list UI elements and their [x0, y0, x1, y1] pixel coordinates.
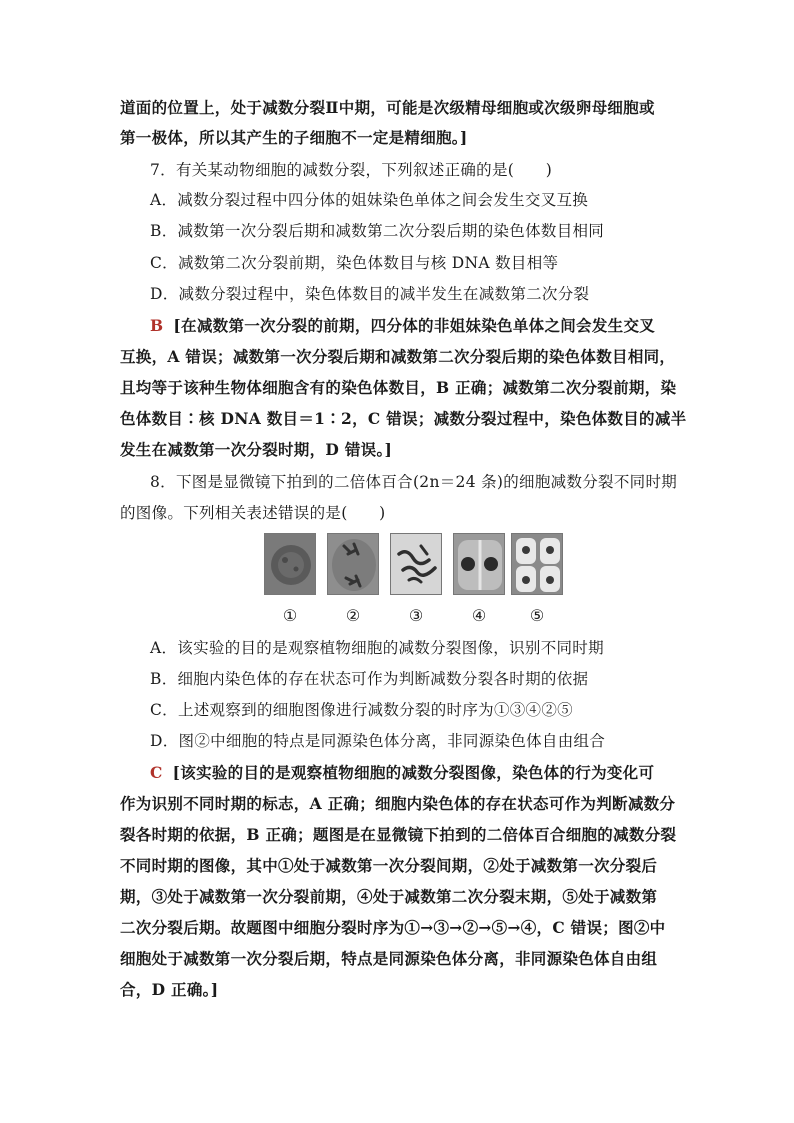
micrograph-image-5 [511, 533, 563, 595]
answer-8-line: 合，D 正确。] [120, 980, 219, 999]
answer-8-letter: C [150, 763, 163, 782]
figure-label-4: ④ [471, 606, 487, 625]
answer-8-line: 不同时期的图像，其中①处于减数第一次分裂间期，②处于减数第一次分裂后 [120, 856, 658, 875]
question-7-option-d: D．减数分裂过程中，染色体数目的减半发生在减数第二次分裂 [150, 285, 590, 303]
text-line: 第一极体，所以其产生的子细胞不一定是精细胞。] [120, 128, 468, 147]
answer-8-line: 细胞处于减数第一次分裂后期，特点是同源染色体分离，非同源染色体自由组 [120, 949, 658, 968]
text-line: 道面的位置上，处于减数分裂Ⅱ中期，可能是次级精母细胞或次级卵母细胞或 [120, 98, 655, 117]
question-7-stem: 7．有关某动物细胞的减数分裂，下列叙述正确的是( ) [150, 161, 553, 179]
question-8-option-d: D．图②中细胞的特点是同源染色体分离，非同源染色体自由组合 [150, 732, 606, 750]
question-7-option-c: C．减数第二次分裂前期，染色体数目与核 DNA 数目相等 [150, 254, 559, 272]
question-7-option-b: B．减数第一次分裂后期和减数第二次分裂后期的染色体数目相同 [150, 222, 605, 240]
answer-7-line: 发生在减数第一次分裂时期，D 错误。] [120, 440, 393, 459]
answer-8-line: 作为识别不同时期的标志，A 正确；细胞内染色体的存在状态可作为判断减数分 [120, 794, 676, 813]
question-8-option-b: B．细胞内染色体的存在状态可作为判断减数分裂各时期的依据 [150, 670, 589, 688]
figure-label-3: ③ [408, 606, 424, 625]
answer-7-line [150, 316, 710, 336]
figure-label-1: ① [282, 606, 298, 625]
micrograph-image-2 [327, 533, 379, 595]
micrograph-image-3 [390, 533, 442, 595]
question-8-stem: 的图像。下列相关表述错误的是( ) [120, 504, 386, 522]
answer-8-text: [该实验的目的是观察植物细胞的减数分裂图像，染色体的行为变化可 [172, 763, 655, 782]
answer-7-line: 色体数目∶核 DNA 数目＝1∶2，C 错误；减数分裂过程中，染色体数目的减半 [120, 409, 687, 428]
answer-7-text: [在减数第一次分裂的前期，四分体的非姐妹染色单体之间会发生交叉 [173, 316, 656, 335]
answer-8-line: 二次分裂后期。故题图中细胞分裂时序为①→③→②→⑤→④，C 错误；图②中 [120, 918, 666, 937]
micrograph-image-1 [264, 533, 316, 595]
answer-8-line: 期，③处于减数第一次分裂前期，④处于减数第二次分裂末期，⑤处于减数第 [120, 887, 658, 906]
micrograph-image-4 [453, 533, 505, 595]
answer-7-letter: B [150, 316, 164, 335]
figure-label-2: ② [345, 606, 361, 625]
question-7-option-a: A．减数分裂过程中四分体的姐妹染色单体之间会发生交叉互换 [150, 191, 589, 209]
question-8-option-a: A．该实验的目的是观察植物细胞的减数分裂图像，识别不同时期 [150, 639, 604, 657]
answer-7-line: 且均等于该种生物体细胞含有的染色体数目，B 正确；减数第二次分裂前期，染 [120, 378, 677, 397]
question-8-stem: 8．下图是显微镜下拍到的二倍体百合(2n＝24 条)的细胞减数分裂不同时期 [150, 473, 678, 491]
answer-8-line: 裂各时期的依据，B 正确；题图是在显微镜下拍到的二倍体百合细胞的减数分裂 [120, 825, 677, 844]
answer-7-line: 互换，A 错误；减数第一次分裂后期和减数第二次分裂后期的染色体数目相同， [120, 347, 676, 366]
question-8-option-c: C．上述观察到的细胞图像进行减数分裂的时序为①③④②⑤ [150, 701, 573, 719]
figure-label-5: ⑤ [529, 606, 545, 625]
answer-8-line [150, 763, 710, 783]
